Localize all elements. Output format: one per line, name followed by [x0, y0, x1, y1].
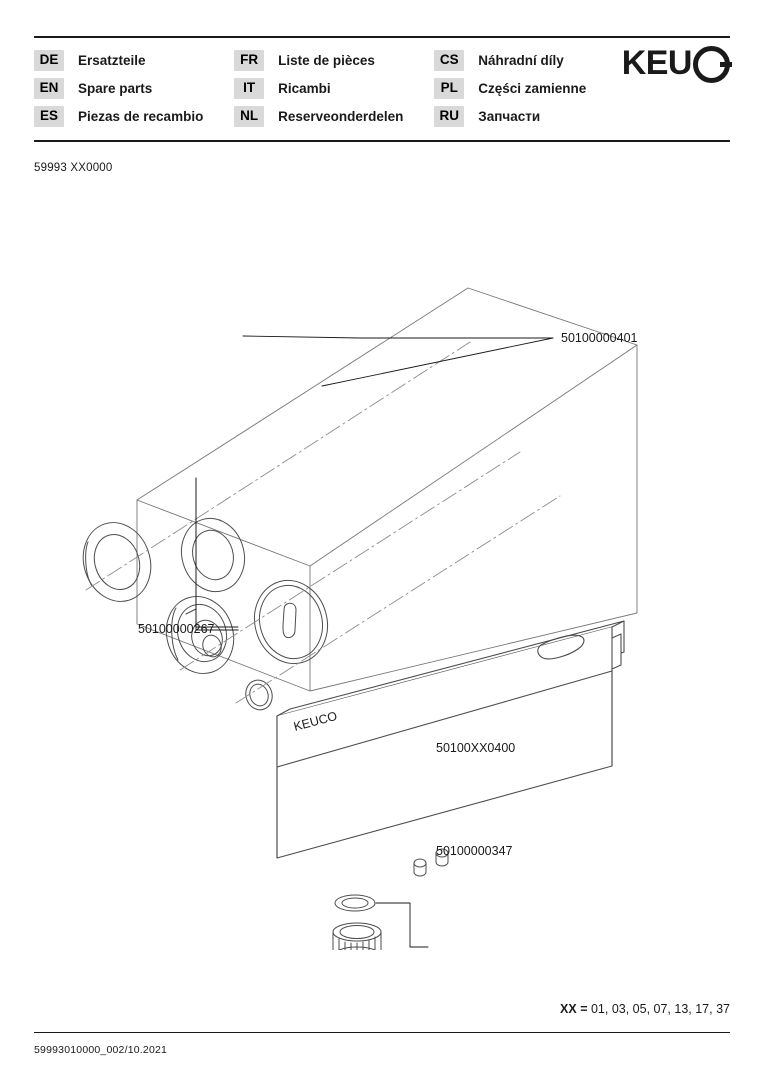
document-id: 59993010000_002/10.2021	[34, 1044, 168, 1056]
language-code-cell	[34, 46, 70, 74]
language-label-fr: Liste de pièces	[278, 52, 375, 68]
xx-label: XX =	[560, 1002, 588, 1016]
language-label-ru: Запчасти	[478, 108, 541, 124]
language-code-de: DE	[34, 50, 64, 71]
language-code-nl: NL	[234, 106, 264, 127]
language-label-es: Piezas de recambio	[78, 108, 204, 124]
language-code-cell	[434, 102, 470, 130]
exploded-diagram	[0, 190, 764, 950]
logo-text-before: KEU	[621, 44, 692, 82]
keuco-logo	[622, 44, 730, 83]
language-row	[34, 46, 594, 74]
article-number: 59993 XX0000	[34, 162, 113, 174]
language-code-cell	[234, 74, 270, 102]
spacer	[212, 74, 234, 102]
spacer	[412, 74, 434, 102]
header-top-rule	[34, 36, 730, 38]
xx-variant-note	[560, 1002, 730, 1016]
xx-values: 01, 03, 05, 07, 13, 17, 37	[590, 1002, 730, 1016]
spacer	[212, 46, 234, 74]
language-code-fr: FR	[234, 50, 264, 71]
footer-rule	[34, 1032, 730, 1033]
language-code-es: ES	[34, 106, 64, 127]
language-label-nl: Reserveonderdelen	[278, 108, 404, 124]
body-brand-mark: KEUCO	[292, 708, 339, 734]
language-code-ru: RU	[434, 106, 464, 127]
callout-label-50100000267: 50100000267	[138, 622, 215, 636]
language-label-de: Ersatzteile	[78, 52, 146, 68]
language-code-en: EN	[34, 78, 64, 99]
language-label-it: Ricambi	[278, 80, 331, 96]
language-row	[34, 102, 594, 130]
language-code-cell	[434, 74, 470, 102]
language-code-cell	[434, 46, 470, 74]
language-row	[34, 74, 594, 102]
language-code-cell	[34, 102, 70, 130]
language-code-it: IT	[234, 78, 264, 99]
spacer	[212, 102, 234, 130]
logo-ring-icon	[693, 46, 730, 83]
language-code-cell	[234, 102, 270, 130]
language-label-pl: Części zamienne	[478, 80, 587, 96]
callout-label-50100000347: 50100000347	[436, 844, 513, 858]
language-label-en: Spare parts	[78, 80, 153, 96]
spacer	[412, 102, 434, 130]
language-code-pl: PL	[434, 78, 464, 99]
header-bottom-rule	[34, 140, 730, 142]
language-code-cs: CS	[434, 50, 464, 71]
language-label-cs: Náhradní díly	[478, 52, 564, 68]
spacer	[412, 46, 434, 74]
callout-label-50100XX0400: 50100XX0400	[436, 741, 516, 755]
language-code-cell	[234, 46, 270, 74]
callout-label-50100000401: 50100000401	[561, 331, 638, 345]
language-legend	[34, 46, 594, 130]
language-code-cell	[34, 74, 70, 102]
